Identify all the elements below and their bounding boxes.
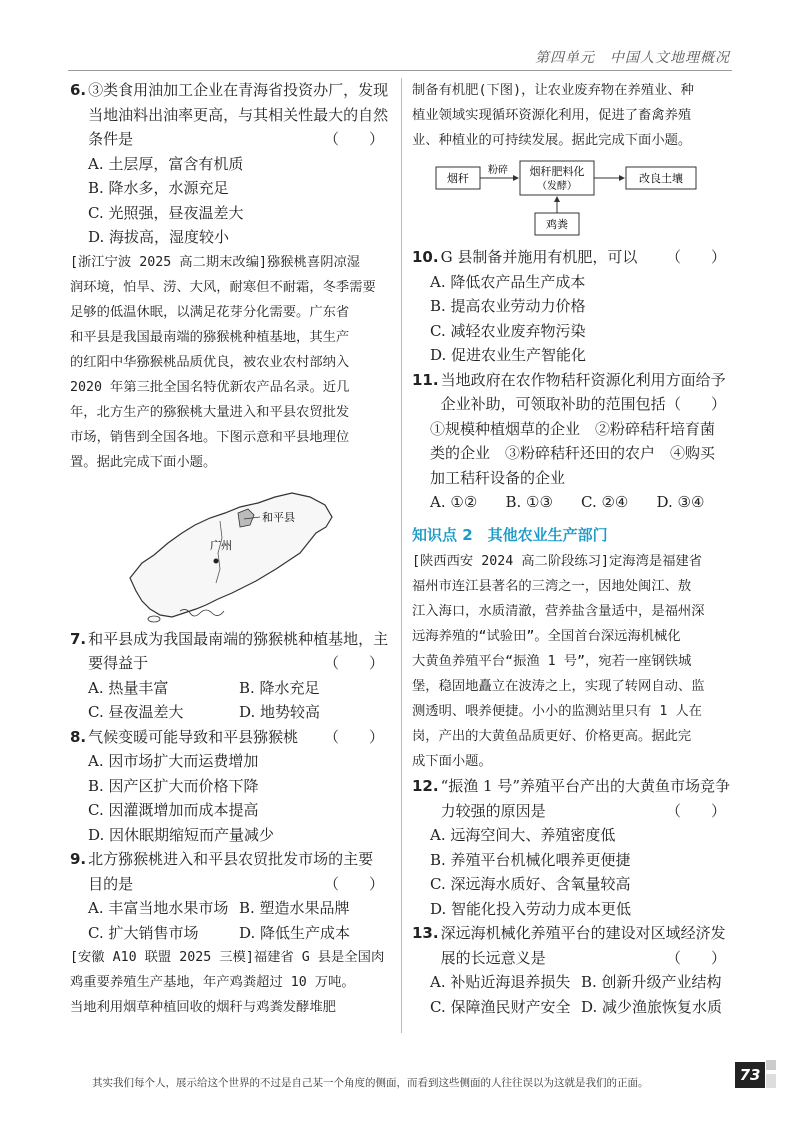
passage-line: 植业领域实现循环资源化利用，促进了畜禽养殖 — [412, 108, 692, 123]
flow-label-soil: 改良土壤 — [639, 172, 683, 185]
option-b: B. 提高农业劳动力价格 — [430, 297, 586, 315]
option-d: D. 因休眠期缩短而产量减少 — [88, 825, 275, 844]
flow-label-ferment-sub: （发酵） — [537, 181, 577, 192]
option-c: C. 保障渔民财产安全 — [430, 997, 571, 1016]
question-7 — [70, 627, 390, 725]
question-stem: 要得益于 — [88, 654, 149, 672]
question-stem: 企业补助，可领取补助的范围包括 — [440, 395, 666, 413]
section-heading: 知识点 2 其他农业生产部门 — [412, 525, 608, 544]
column-divider — [401, 78, 402, 1033]
question-stem: ③类食用油加工企业在青海省投资办厂，发现 — [88, 81, 389, 99]
question-6 — [70, 78, 390, 250]
answer-blank: （ ） — [323, 130, 384, 148]
answer-blank: （ ） — [665, 948, 726, 967]
question-stem: 深远海机械化养殖平台的建设对区域经济发 — [440, 924, 726, 942]
passage-line: 润环境，怕旱、涝、大风，耐寒但不耐霜，冬季需要 — [70, 279, 376, 295]
answer-blank: （ ） — [665, 801, 726, 820]
option-b: B. 创新升级产业结构 — [581, 973, 722, 991]
question-number: 6. — [70, 81, 87, 99]
footer-quote: 其实我们每个人，展示给这个世界的不过是自己某一个角度的侧面，而看到这些侧面的人往往误以为这就是我们的正面。 — [92, 1077, 649, 1089]
flow-label-crush: 粉碎 — [488, 165, 508, 176]
corner-decoration — [766, 1074, 776, 1088]
option-d: D. 促进农业生产智能化 — [430, 346, 587, 364]
passage-line: 业、种植业的可持续发展。据此完成下面小题。 — [412, 133, 692, 148]
passage-line: 当地利用烟草种植回收的烟秆与鸡粪发酵堆肥 — [70, 1000, 336, 1015]
passage-kiwi — [70, 250, 390, 475]
left-column — [70, 78, 390, 1020]
passage-line: 置。据此完成下面小题。 — [70, 454, 217, 470]
question-number: 11. — [412, 370, 439, 389]
option-d: D. ③④ — [656, 493, 705, 511]
question-number: 13. — [412, 924, 439, 942]
guangdong-outline — [130, 493, 332, 617]
option-c: C. 光照强，昼夜温差大 — [88, 203, 244, 222]
passage-line: [浙江宁波 2025 高二期末改编]猕猴桃喜阴凉湿 — [70, 254, 361, 270]
passage-line: 的红阳中华猕猴桃品质优良，被农业农村部纳入 — [70, 354, 350, 370]
passage-line: 和平县是我国最南端的猕猴桃种植基地，其生产 — [70, 329, 350, 345]
question-number: 9. — [70, 850, 87, 868]
guangzhou-marker — [214, 558, 219, 563]
option-d: D. 海拔高，湿度较小 — [88, 228, 230, 246]
flow-label-stalk: 烟秆 — [447, 172, 469, 185]
passage-line: 堡，稳固地矗立在波涛之上，实现了转网自动、监 — [412, 679, 705, 694]
answer-blank: （ ） — [323, 654, 384, 672]
page-header: 第四单元 中国人文地理概况 — [535, 50, 730, 66]
passage-line: 远海养殖的“试验田”。全国首台深远海机械化 — [412, 629, 681, 644]
passage-line: 鸡重要养殖生产基地，年产鸡粪超过 10 万吨。 — [70, 975, 355, 990]
answer-blank: （ ） — [665, 248, 726, 266]
passage-line: 大黄鱼养殖平台“振渔 1 号”，宛若一座钢铁城 — [412, 654, 692, 669]
option-a: A. 降低农产品生产成本 — [430, 272, 586, 291]
question-number: 8. — [70, 727, 87, 746]
option-d: D. 减少渔旅恢复水质 — [581, 997, 723, 1016]
passage-fertilizer-continued — [412, 78, 732, 153]
option-a: A. 丰富当地水果市场 — [88, 899, 229, 917]
option-c: C. 昼夜温差大 — [88, 703, 184, 721]
option-a: A. 土层厚，富含有机质 — [88, 154, 244, 173]
right-column — [412, 78, 732, 1019]
question-stem: 和平县成为我国最南端的猕猴桃种植基地，主 — [88, 629, 389, 648]
option-c: C. 扩大销售市场 — [88, 923, 199, 942]
passage-line: 制备有机肥(下图)，让农业废弃物在养殖业、种 — [412, 83, 694, 98]
passage-line: 成下面小题。 — [412, 754, 492, 769]
question-13 — [412, 921, 732, 1019]
fertilizer-flow-diagram — [432, 159, 712, 239]
option-a: A. 远海空间大、养殖密度低 — [430, 826, 616, 844]
question-9 — [70, 847, 390, 945]
question-stem: 目的是 — [88, 874, 134, 893]
question-10 — [412, 245, 732, 368]
header-rule — [68, 70, 732, 71]
option-a: A. 热量丰富 — [88, 678, 169, 697]
question-stem: “振渔 1 号”养殖平台产出的大黄鱼市场竞争 — [440, 777, 730, 795]
option-c: C. 深远海水质好、含氧量较高 — [430, 875, 631, 893]
question-11 — [412, 368, 732, 515]
passage-fishery — [412, 549, 732, 774]
answer-blank: （ ） — [323, 874, 384, 893]
option-c: C. 减轻农业废弃物污染 — [430, 321, 586, 340]
question-stem: 当地油料出油率更高，与其相关性最大的自然 — [88, 105, 389, 124]
passage-line: 市场，销售到全国各地。下图示意和平县地理位 — [70, 429, 350, 445]
passage-line: 足够的低温休眠，以满足花芽分化需要。广东省 — [70, 304, 350, 320]
option-d: D. 降低生产成本 — [239, 923, 351, 942]
question-stem: 北方猕猴桃进入和平县农贸批发市场的主要 — [88, 850, 374, 868]
option-c: C. 因灌溉增加而成本提高 — [88, 801, 259, 819]
option-a: A. 补贴近海退养损失 — [430, 973, 571, 991]
corner-decoration — [766, 1060, 776, 1070]
island-shape — [148, 616, 160, 622]
option-a: A. 因市场扩大而运费增加 — [88, 752, 259, 770]
passage-line: 福州市连江县著名的三湾之一，因地处闽江、敖 — [412, 579, 692, 594]
choice-items: 类的企业 ③粉碎秸秆还田的农户 ④购买 — [430, 444, 716, 462]
choice-items: 加工秸秆设备的企业 — [430, 468, 566, 487]
passage-line: [安徽 A10 联盟 2025 三模]福建省 G 县是全国肉 — [70, 950, 385, 965]
option-b: B. 因产区扩大而价格下降 — [88, 776, 259, 795]
option-b: B. 塑造水果品牌 — [239, 899, 350, 917]
option-b: B. ①③ — [505, 493, 553, 511]
passage-fertilizer — [70, 945, 390, 1020]
question-stem: 气候变暖可能导致和平县猕猴桃 — [88, 727, 299, 746]
question-number: 10. — [412, 248, 439, 266]
option-c: C. ②④ — [581, 493, 629, 511]
answer-blank: （ ） — [665, 395, 726, 413]
flow-label-ferment: 烟秆肥料化 — [529, 165, 585, 178]
question-stem: 展的长远意义是 — [440, 948, 546, 967]
passage-line: [陕西西安 2024 高二阶段练习]定海湾是福建省 — [412, 554, 703, 569]
option-b: B. 降水充足 — [239, 678, 320, 697]
choice-items: ①规模种植烟草的企业 ②粉碎秸秆培育菌 — [430, 419, 716, 438]
option-a: A. ①② — [430, 493, 478, 511]
page-number: 73 — [735, 1062, 765, 1088]
question-stem: G 县制备并施用有机肥，可以 — [440, 248, 638, 266]
passage-line: 江入海口，水质清澈，营养盐含量适中，是福州深 — [412, 604, 705, 619]
heping-location-map — [120, 483, 340, 623]
question-number: 7. — [70, 629, 87, 648]
option-b: B. 养殖平台机械化喂养更便捷 — [430, 850, 631, 869]
passage-line: 岗，产出的大黄鱼品质更好、价格更高。据此完 — [412, 729, 692, 744]
map-label-guangzhou: 广州 — [210, 538, 232, 552]
map-label-heping: 和平县 — [262, 510, 295, 524]
option-d: D. 地势较高 — [239, 703, 321, 721]
question-number: 12. — [412, 777, 439, 795]
passage-line: 测透明、喂养便捷。小小的监测站里只有 1 人在 — [412, 704, 702, 719]
question-stem: 力较强的原因是 — [440, 801, 546, 820]
question-12 — [412, 774, 732, 921]
question-stem: 条件是 — [88, 130, 134, 148]
question-8 — [70, 725, 390, 848]
passage-line: 年，北方生产的猕猴桃大量进入和平县农贸批发 — [70, 404, 350, 420]
option-d: D. 智能化投入劳动力成本更低 — [430, 899, 632, 918]
option-b: B. 降水多，水源充足 — [88, 179, 229, 197]
question-stem: 当地政府在农作物秸秆资源化利用方面给予 — [440, 370, 726, 389]
answer-blank: （ ） — [323, 727, 384, 746]
passage-line: 2020 年第三批全国名特优新农产品名录。近几 — [70, 379, 350, 395]
flow-label-manure: 鸡粪 — [546, 218, 568, 231]
